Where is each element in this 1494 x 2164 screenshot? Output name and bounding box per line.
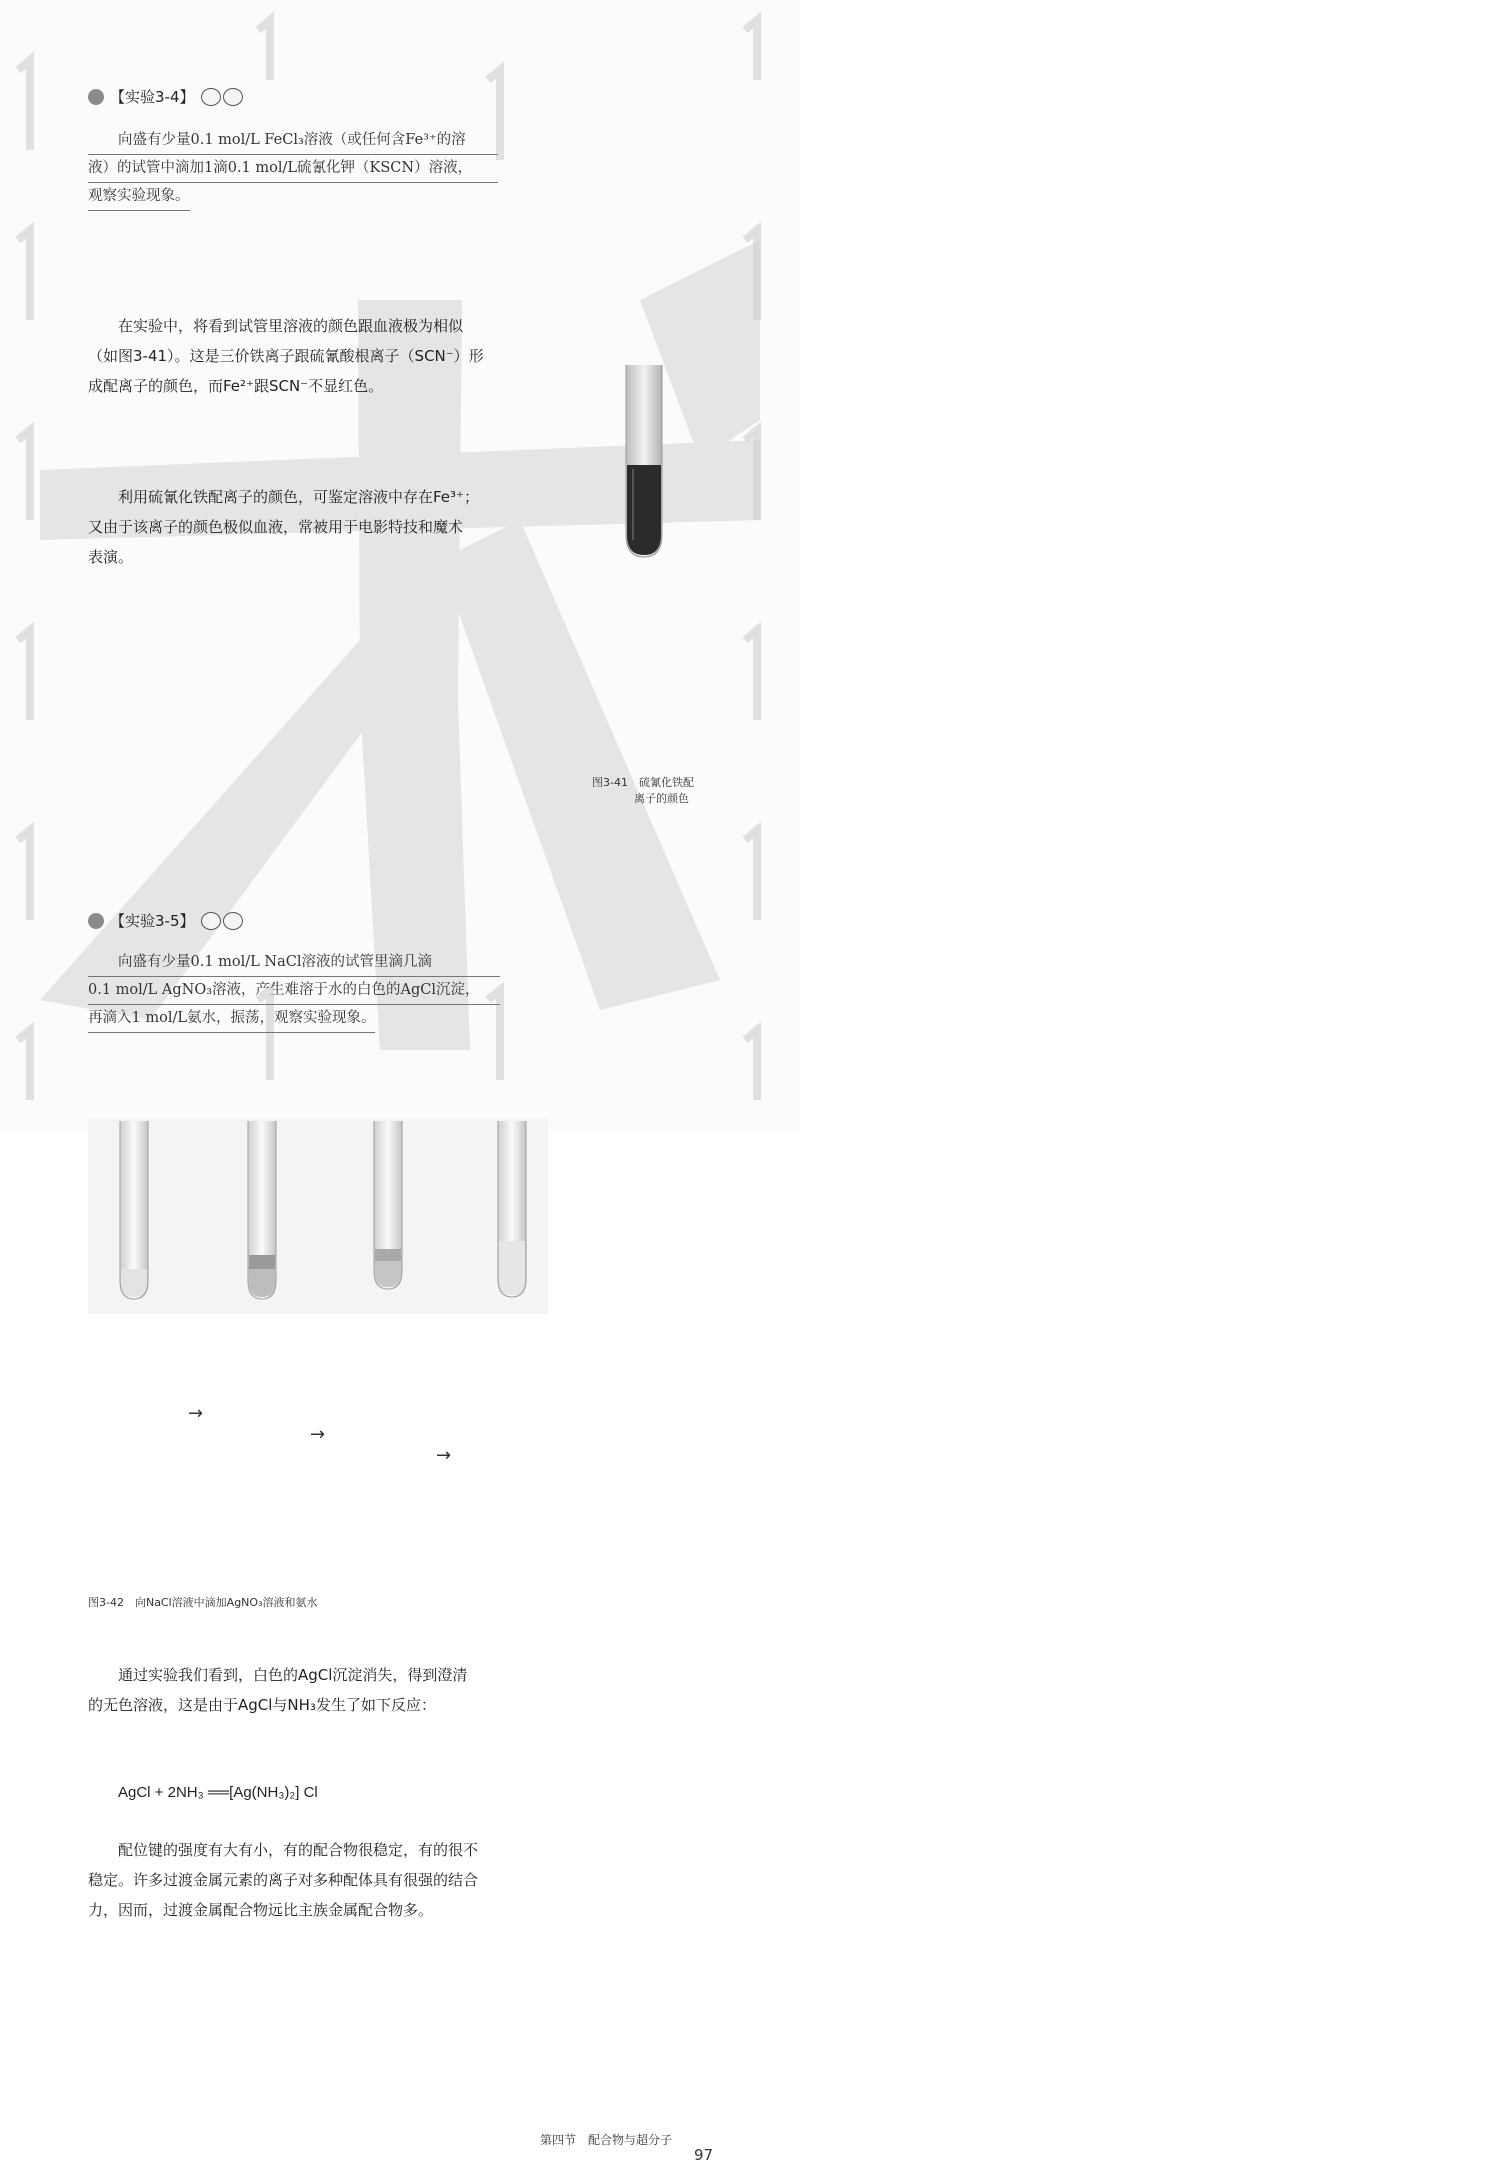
figure-3-42-test-tubes <box>88 1119 548 1317</box>
experiment-3-4-line: 向盛有少量0.1 mol/L FeCl₃溶液（或任何含Fe³⁺的溶 <box>88 127 498 155</box>
experiment-3-4-title: 【实验3-4】 <box>110 88 195 106</box>
figure-3-42-caption: 图3-42 向NaCl溶液中滴加AgNO₃溶液和氨水 <box>88 1596 318 1609</box>
experiment-3-5-title: 【实验3-5】 <box>110 912 195 930</box>
experiment-badge-icon <box>88 89 104 105</box>
text-line: 配位键的强度有大有小，有的配合物很稳定，有的很不 <box>118 1841 479 1859</box>
experiment-3-4-line: 液）的试管中滴加1滴0.1 mol/L硫氰化钾（KSCN）溶液， <box>88 155 498 183</box>
experiment-3-5-header <box>88 910 888 931</box>
caption-line: 图3-41 硫氰化铁配 <box>592 776 694 789</box>
text-line: 又由于该离子的颜色极似血液，常被用于电影特技和魔术 <box>88 518 464 536</box>
experiment-3-5-line: 再滴入1 mol/L氨水，振荡，观察实验现象。 <box>88 1005 375 1033</box>
experiment-3-5-text <box>88 949 500 1033</box>
experiment-3-5-line: 向盛有少量0.1 mol/L NaCl溶液的试管里滴几滴 <box>88 949 500 977</box>
experiment-3-4-text <box>88 127 498 211</box>
arrow-1: → <box>188 1403 204 1424</box>
experiment-badge-icon <box>88 913 104 929</box>
arrow-2: → <box>310 1424 326 1445</box>
page-number: 97 <box>694 2146 714 2164</box>
paragraph-4 <box>88 1835 500 1925</box>
reaction-equation: AgCl + 2NH₃ ══[Ag(NH₃)₂] Cl <box>118 1784 318 1801</box>
experiment-3-5-line: 0.1 mol/L AgNO₃溶液，产生难溶于水的白色的AgCl沉淀， <box>88 977 500 1005</box>
safety-icons <box>201 88 243 106</box>
experiment-3-4-line: 观察实验现象。 <box>88 183 190 211</box>
text-line: 力，因而，过渡金属配合物远比主族金属配合物多。 <box>88 1901 434 1919</box>
test-tube-3 <box>374 1121 402 1289</box>
safety-icons <box>201 912 243 930</box>
figure-background <box>88 1119 548 1314</box>
goggles-icon <box>201 912 221 930</box>
text-line: （如图3-41）。这是三价铁离子跟硫氰酸根离子（SCN⁻）形 <box>88 347 484 365</box>
caption-line: 离子的颜色 <box>634 792 689 805</box>
paragraph-2 <box>88 482 498 572</box>
hand-wash-icon <box>223 912 243 930</box>
arrow-3: → <box>436 1445 452 1466</box>
text-line: 在实验中，将看到试管里溶液的颜色跟血液极为相似 <box>118 317 464 335</box>
text-line: 成配离子的颜色，而Fe²⁺跟SCN⁻不显红色。 <box>88 377 384 395</box>
goggles-icon <box>201 88 221 106</box>
paragraph-1 <box>88 311 498 401</box>
text-line: 通过实验我们看到，白色的AgCl沉淀消失，得到澄清 <box>118 1666 468 1684</box>
hand-wash-icon <box>223 88 243 106</box>
experiment-3-4-header <box>88 86 888 107</box>
test-tube-4 <box>498 1121 526 1297</box>
text-line: 稳定。许多过渡金属元素的离子对多种配体具有很强的结合 <box>88 1871 479 1889</box>
footer-section-title: 第四节 配合物与超分子 <box>540 2133 673 2147</box>
text-line: 利用硫氰化铁配离子的颜色，可鉴定溶液中存在Fe³⁺； <box>118 488 479 506</box>
text-line: 的无色溶液，这是由于AgCl与NH₃发生了如下反应： <box>88 1696 436 1714</box>
figure-3-41-test-tube <box>600 365 690 560</box>
text-line: 表演。 <box>88 548 134 566</box>
test-tube-1 <box>120 1121 148 1299</box>
figure-3-41-caption <box>592 774 712 806</box>
test-tube-2 <box>248 1121 276 1299</box>
paragraph-3 <box>88 1660 500 1720</box>
